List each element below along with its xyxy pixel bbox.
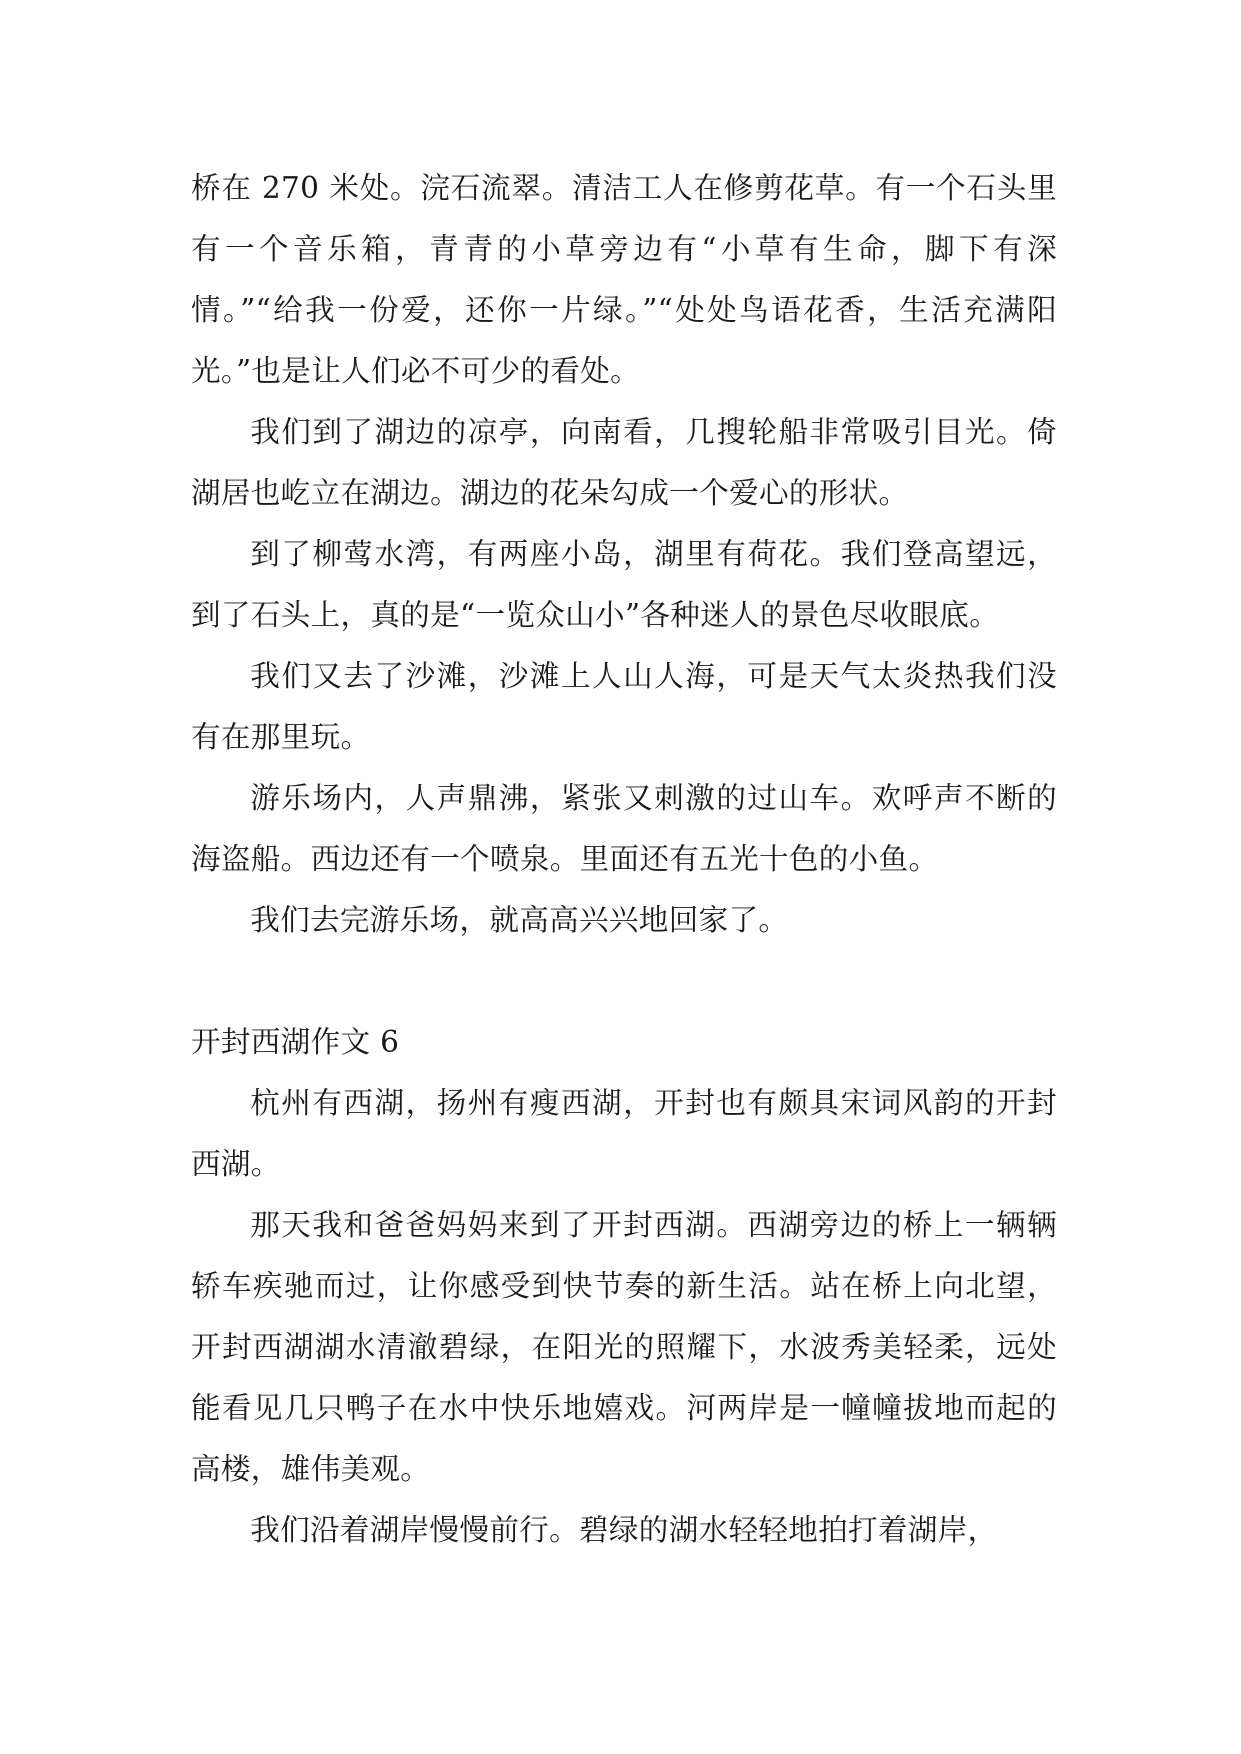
section-spacer — [191, 951, 1057, 1012]
paragraph: 杭州有西湖，扬州有瘦西湖，开封也有颇具宋词风韵的开封西湖。 — [191, 1086, 1057, 1181]
paragraph: 到了柳莺水湾，有两座小岛，湖里有荷花。我们登高望远，到了石头上，真的是“一览众山小”各种迷人的景色尽收眼底。 — [191, 537, 1057, 632]
paragraph: 我们去完游乐场，就高高兴兴地回家了。 — [250, 903, 789, 937]
document-body — [191, 158, 1057, 1561]
paragraph: 我们又去了沙滩，沙滩上人山人海，可是天气太炎热我们没有在那里玩。 — [191, 659, 1057, 754]
paragraph-continuation: 桥在 270 米处。浣石流翠。清洁工人在修剪花草。有一个石头里有一个音乐箱，青青的小草旁边有“小草有生命，脚下有深情。”“给我一份爱，还你一片绿。”“处处鸟语花香，生活充满阳光。”也是让人们必不可少的看处。 — [191, 171, 1057, 388]
paragraph: 那天我和爸爸妈妈来到了开封西湖。西湖旁边的桥上一辆辆轿车疾驰而过，让你感受到快节奏的新生活。站在桥上向北望，开封西湖湖水清澈碧绿，在阳光的照耀下，水波秀美轻柔，远处能看见几只鸭子在水中快乐地嬉戏。河两岸是一幢幢拔地而起的高楼，雄伟美观。 — [191, 1208, 1057, 1486]
section-title: 开封西湖作文 6 — [191, 1025, 400, 1059]
paragraph: 我们到了湖边的凉亭，向南看，几搜轮船非常吸引目光。倚湖居也屹立在湖边。湖边的花朵勾成一个爱心的形状。 — [191, 415, 1057, 510]
paragraph: 我们沿着湖岸慢慢前行。碧绿的湖水轻轻地拍打着湖岸， — [250, 1513, 998, 1547]
paragraph: 游乐场内，人声鼎沸，紧张又刺激的过山车。欢呼声不断的海盗船。西边还有一个喷泉。里面还有五光十色的小鱼。 — [191, 781, 1057, 876]
